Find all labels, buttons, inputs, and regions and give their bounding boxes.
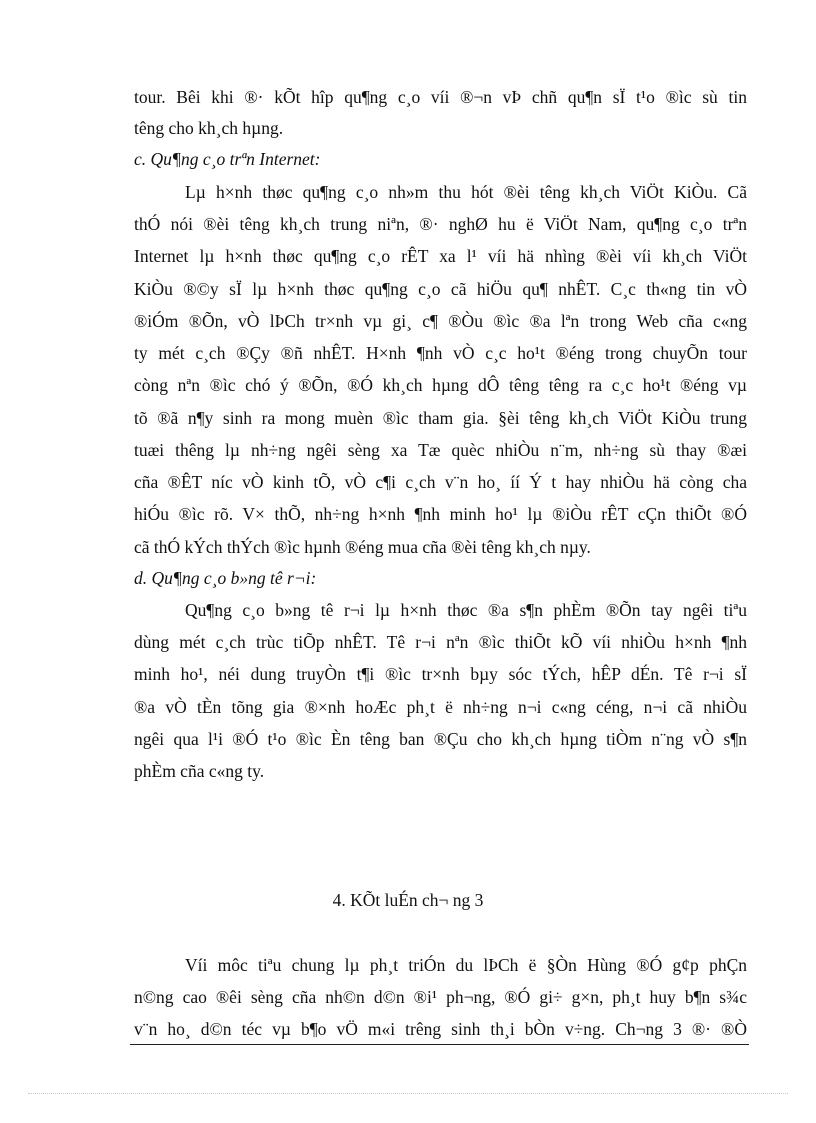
body-line: v¨n ho¸ d©n téc vµ b¶o vÖ m«i trêng sinh th¸i bÒn v÷ng. Ch¬ng 3 ®· ®Ò <box>134 1019 747 1039</box>
body-line: Internet lµ h×nh thøc qu¶ng c¸o rÊT xa l¹ víi hä nhìng ®èi víi kh¸ch ViÖt <box>134 246 747 266</box>
body-line: n©ng cao ®êi sèng cña nh©n d©n ®i¹ ph¬ng, ®Ó gi÷ g×n, ph¸t huy b¶n s¾c <box>134 987 747 1007</box>
body-line: minh ho¹, néi dung truyÒn t¶i ®ìc tr×nh bµy sóc tÝch, hÊP dÉn. Tê r¬i sÏ <box>134 664 747 684</box>
body-line: Lµ h×nh thøc qu¶ng c¸o nh»m thu hót ®èi têng kh¸ch ViÖt KiÒu. Cã <box>185 182 747 202</box>
subsection-heading: c. Qu¶ng c¸o trªn Internet: <box>134 149 321 169</box>
body-line: thÓ nói ®èi têng kh¸ch trung niªn, ®· nghØ hu ë ViÖt Nam, qu¶ng c¸o trªn <box>134 214 747 234</box>
section-heading: 4. KÕt luÉn ch¬ ng 3 <box>332 890 484 910</box>
body-line: tõ ®ã n¶y sinh ra mong muèn ®ìc tham gia. §èi têng kh¸ch ViÖt KiÒu trung <box>134 408 747 428</box>
body-line: dùng mét c¸ch trùc tiÕp nhÊT. Tê r¬i nªn ®ìc thiÕt kÕ víi nhiÒu h×nh ¶nh <box>134 632 747 652</box>
body-line: ngêi qua l¹i ®Ó t¹o ®ìc Èn têng ban ®Çu cho kh¸ch hµng tiÒm n¨ng vÒ s¶n <box>134 729 747 749</box>
body-line: cña ®ÊT níc vÒ kinh tÕ, vÒ c¶i c¸ch v¨n ho¸ íí Ý t hay nhiÒu hä còng cha <box>134 472 747 492</box>
body-line: KiÒu ®©y sÏ lµ h×nh thøc qu¶ng c¸o cã hiÖu qu¶ nhÊT. C¸c th«ng tin vÒ <box>134 279 747 299</box>
body-line: ty mét c¸ch ®Çy ®ñ nhÊT. H×nh ¶nh vÒ c¸c ho¹t ®éng trong chuyÕn tour <box>134 343 747 363</box>
body-line: têng cho kh¸ch hµng. <box>134 118 284 138</box>
body-line: ®a vÒ tÈn tõng gia ®×nh hoÆc ph¸t ë nh÷ng n¬i c«ng céng, n¬i cã nhiÒu <box>134 697 747 717</box>
body-line: phÈm cña c«ng ty. <box>134 761 265 781</box>
body-line: tuæi thêng lµ nh÷ng ngêi sèng xa Tæ quèc nhiÒu n¨m, nh÷ng sù thay ®æi <box>134 440 747 460</box>
body-line: Qu¶ng c¸o b»ng tê r¬i lµ h×nh thøc ®a s¶n phÈm ®Õn tay ngêi tiªu <box>185 600 747 620</box>
page-edge-divider <box>28 1093 788 1094</box>
body-line: hiÓu ®ìc rõ. V× thÕ, nh÷ng h×nh ¶nh minh ho¹ lµ ®iÒu rÊT cÇn thiÕt ®Ó <box>134 504 747 524</box>
body-line: ®iÓm ®Õn, vÒ lÞCh tr×nh vµ gi¸ c¶ ®Òu ®ìc ®a lªn trong Web cña c«ng <box>134 311 747 331</box>
body-line: còng nªn ®ìc chó ý ®Õn, ®Ó kh¸ch hµng dÔ têng têng ra c¸c ho¹t ®éng vµ <box>134 375 747 395</box>
footer-rule <box>130 1044 749 1045</box>
body-line: cã thÓ kÝch thÝch ®ìc hµnh ®éng mua cña ®èi têng kh¸ch nµy. <box>134 537 591 557</box>
subsection-heading: d. Qu¶ng c¸o b»ng tê r¬i: <box>134 568 317 588</box>
body-line: Víi môc tiªu chung lµ ph¸t triÓn du lÞCh ë §Òn Hùng ®Ó g¢p phÇn <box>185 955 747 975</box>
body-line: tour. Bêi khi ®· kÕt hîp qu¶ng c¸o víi ®¬n vÞ chñ qu¶n sÏ t¹o ®ìc sù tin <box>134 87 747 107</box>
